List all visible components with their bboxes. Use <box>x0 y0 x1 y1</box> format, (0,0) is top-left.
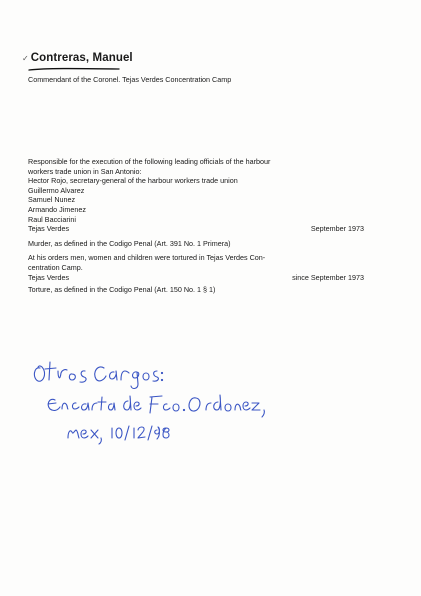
handwritten-underline <box>28 66 120 72</box>
legal-reference: Murder, as defined in the Codigo Penal (Art. 391 No. 1 Primera) <box>28 238 231 248</box>
person-title: Commendant of the Coronel. Tejas Verdes Concentration Camp <box>28 75 232 84</box>
official-name: Guillermo Alvarez <box>28 185 85 195</box>
official-name: Samuel Nunez <box>28 195 76 205</box>
official-name: Hector Rojo, secretary-general of the harbour workers trade union <box>28 176 238 186</box>
check-mark-icon: ✓ <box>22 54 29 63</box>
place-date-row <box>28 273 364 283</box>
orders-text-line: centration Camp. <box>28 262 83 272</box>
orders-text-line: At his orders men, women and children were tortured in Tejas Verdes Con- <box>28 253 266 263</box>
place: Tejas Verdes <box>28 224 70 234</box>
date: September 1973 <box>310 224 364 234</box>
responsibility-text-line: Responsible for the execution of the following leading officials of the harbour <box>28 157 271 166</box>
official-name: Armando Jimenez <box>28 204 86 214</box>
legal-reference: Torture, as defined in the Codigo Penal (Art. 150 No. 1 § 1) <box>28 285 216 295</box>
date: since September 1973 <box>292 272 364 282</box>
place-date-row <box>28 224 364 234</box>
person-name: Contreras, Manuel <box>30 52 133 64</box>
place: Tejas Verdes <box>28 272 70 282</box>
name-heading <box>22 52 133 64</box>
responsibility-text-line: workers trade union in San Antonio: <box>28 166 142 176</box>
official-name: Raul Bacciarini <box>28 214 76 224</box>
charges-body <box>28 157 364 295</box>
